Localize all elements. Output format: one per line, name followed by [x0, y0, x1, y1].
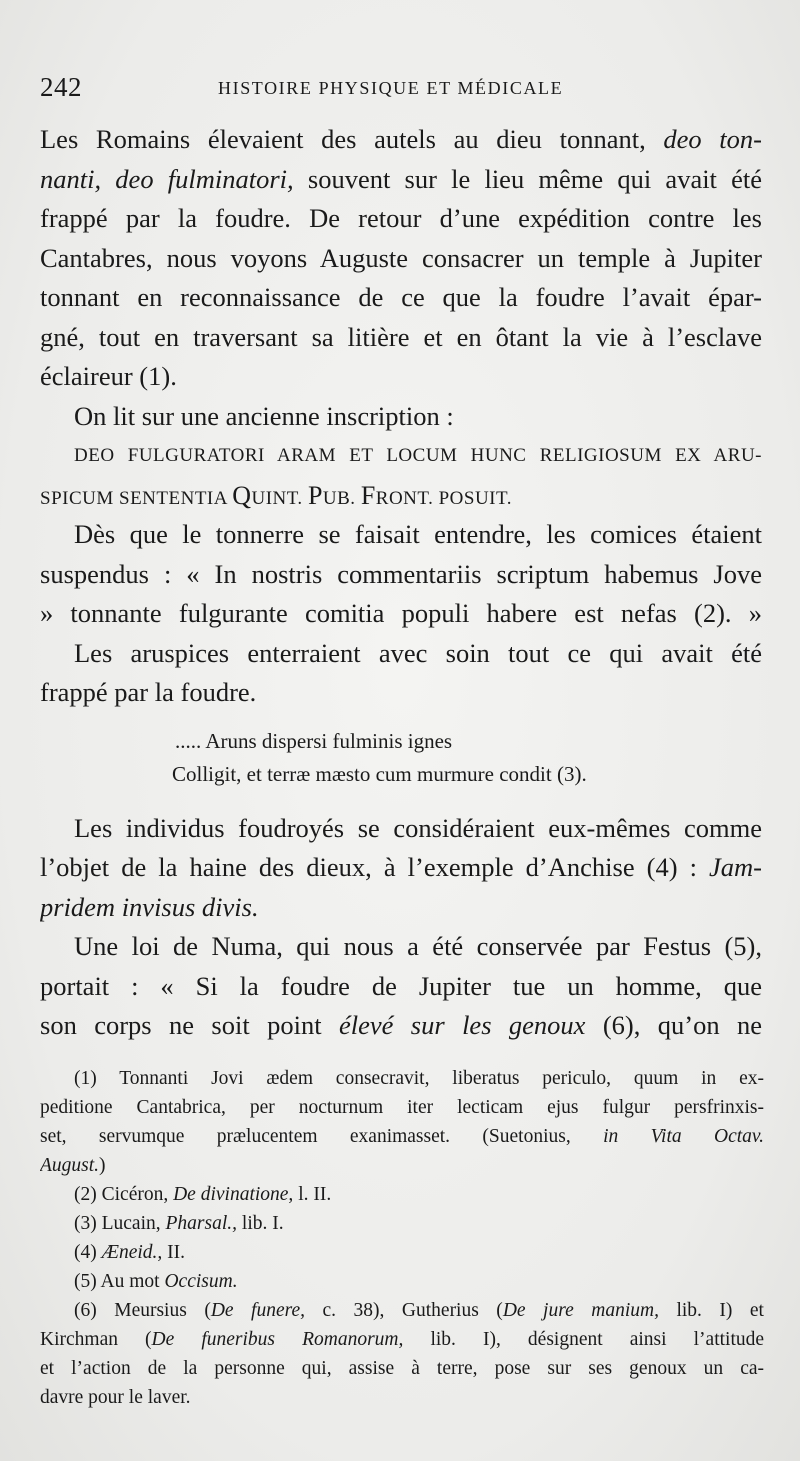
paragraph-line: Dès que le tonnerre se faisait entendre, les comices étaient: [74, 519, 762, 549]
footnote-line: et l’action de la personne qui, assise à terre, pose sur ses genoux un ca-: [40, 1358, 764, 1379]
paragraph-line: frappé par la foudre.: [40, 677, 257, 707]
paragraph-line: tonnant en reconnaissance de ce que la foudre l’avait épar-: [40, 282, 762, 312]
paragraph-line: Les Romains élevaient des autels au dieu tonnant, deo ton-: [40, 124, 762, 154]
paragraph-line: l’objet de la haine des dieux, à l’exemple d’Anchise (4) : Jam-: [40, 852, 762, 882]
paragraph-line: Une loi de Numa, qui nous a été conservée par Festus (5),: [74, 931, 762, 961]
page-number: 242: [40, 72, 82, 102]
paragraph-line: Cantabres, nous voyons Auguste consacrer un temple à Jupiter: [40, 242, 762, 273]
paragraph-line: pridem invisus divis.: [40, 891, 259, 922]
footnote-line: (1) Tonnanti Jovi ædem consecravit, liberatus periculo, quum in ex-: [74, 1068, 764, 1089]
footnote-line: (4) Æneid., II.: [74, 1242, 186, 1263]
footnote-line: davre pour le laver.: [40, 1387, 191, 1408]
footnotes: [40, 1064, 764, 1412]
footnote-line: August.): [40, 1155, 106, 1176]
inscription-line: SPICUM SENTENTIA QUINT. PUB. FRONT. POSUIT.: [40, 480, 512, 510]
paragraph-line: On lit sur une ancienne inscription :: [74, 400, 454, 431]
paragraph-line: suspendus : « In nostris commentariis scriptum habemus Jove: [40, 558, 762, 589]
paragraph-line: frappé par la foudre. De retour d’une expédition contre les: [40, 203, 762, 233]
verse-quote-line: Colligit, et terræ mæsto cum murmure condit (3).: [172, 761, 587, 786]
verse-quote-line: ..... Aruns dispersi fulminis ignes: [175, 728, 453, 753]
inscription-line: DEO FULGURATORI ARAM ET LOCUM HUNC RELIGIOSUM EX ARU-: [74, 445, 762, 466]
paragraph-line: gné, tout en traversant sa litière et en ôtant la vie à l’esclave: [40, 321, 762, 352]
running-title: HISTOIRE PHYSIQUE ET MÉDICALE: [218, 78, 564, 98]
paragraph-line: son corps ne soit point élevé sur les genoux (6), qu’on ne: [40, 1010, 762, 1040]
footnote-line: Kirchman (De funeribus Romanorum, lib. I), désignent ainsi l’attitude: [40, 1329, 764, 1350]
paragraph-line: Les individus foudroyés se considéraient eux-mêmes comme: [74, 812, 762, 843]
paragraph-line: portait : « Si la foudre de Jupiter tue un homme, que: [40, 970, 762, 1001]
page-header: [40, 72, 760, 108]
paragraph-line: éclaireur (1).: [40, 361, 177, 391]
footnote-line: (5) Au mot Occisum.: [74, 1271, 238, 1292]
footnote-line: set, servumque prælucentem exanimasset. (Suetonius, in Vita Octav.: [40, 1126, 764, 1147]
footnote-line: peditione Cantabrica, per nocturnum iter lecticam ejus fulgur persfrinxis-: [40, 1097, 764, 1118]
paragraph-line: Les aruspices enterraient avec soin tout ce qui avait été: [74, 637, 762, 668]
footnote-line: (2) Cicéron, De divinatione, l. II.: [74, 1184, 332, 1205]
footnote-line: (3) Lucain, Pharsal., lib. I.: [74, 1213, 284, 1234]
paragraph-line: nanti, deo fulminatori, souvent sur le lieu même qui avait été: [40, 163, 762, 194]
paragraph-line: » tonnante fulgurante comitia populi habere est nefas (2). »: [40, 598, 762, 628]
footnote-line: (6) Meursius (De funere, c. 38), Gutherius (De jure manium, lib. I) et: [74, 1300, 764, 1321]
main-text: [40, 120, 762, 1046]
